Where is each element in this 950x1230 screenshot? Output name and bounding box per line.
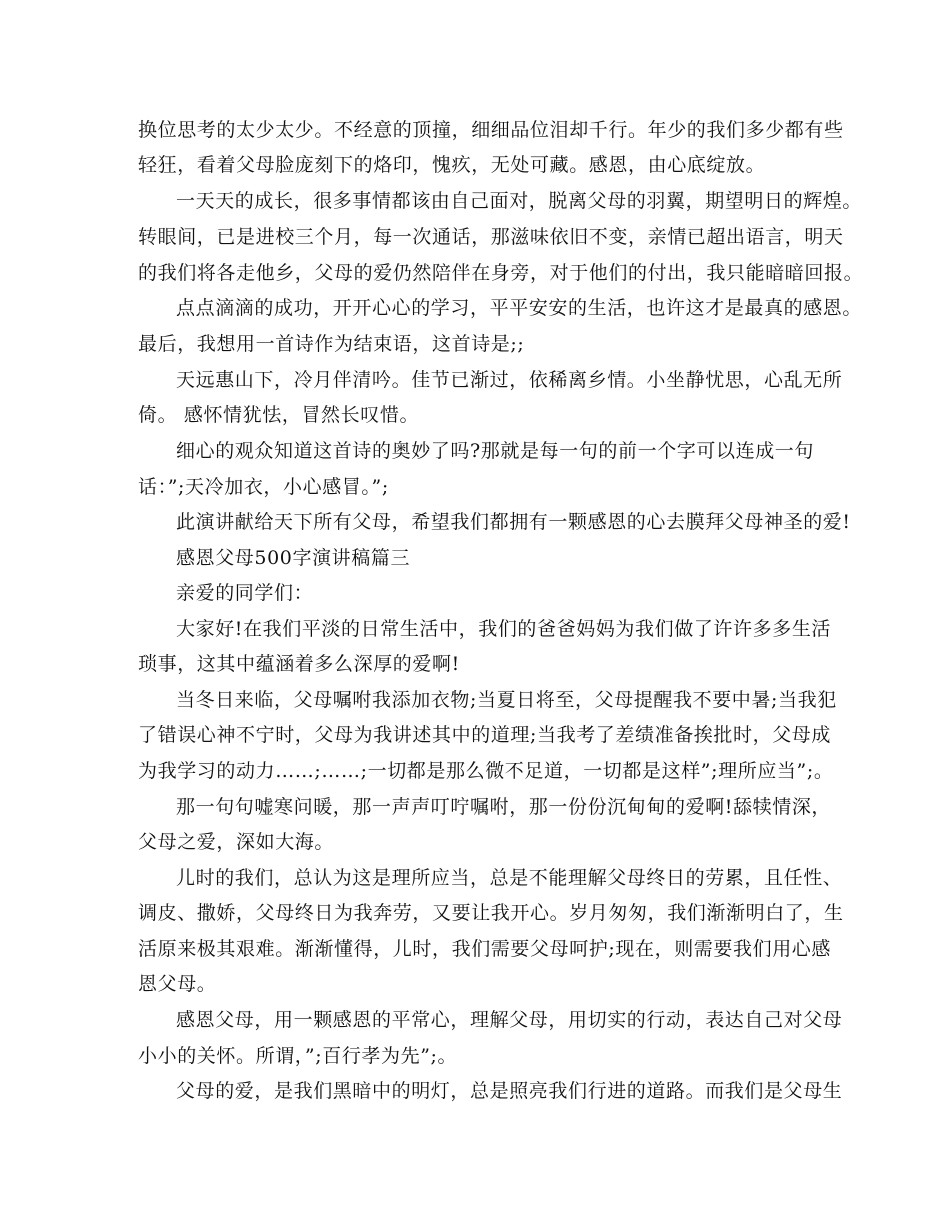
paragraph-start: 此演讲献给天下所有父母，希望我们都拥有一颗感恩的心去膜拜父母神圣的爱! xyxy=(176,511,851,533)
paragraph-start: 儿时的我们，总认为这是理所应当，总是不能理解父母终日的劳累，且任性、 xyxy=(176,867,843,889)
text-line: 了错误心神不宁时，父母为我讲述其中的道理;当我考了差绩准备挨批时，父母成 xyxy=(138,724,832,746)
text-line: 转眼间，已是进校三个月，每一次通话，那滋味依旧不变，亲情已超出语言，明天 xyxy=(138,226,844,248)
paragraph-start: 感恩父母，用一颗感恩的平常心，理解父母，用切实的行动，表达自己对父母 xyxy=(176,1009,843,1031)
paragraph-start: 当冬日来临，父母嘱咐我添加衣物;当夏日将至，父母提醒我不要中暑;当我犯 xyxy=(176,689,837,711)
text-line: 话：”;天冷加衣，小心感冒。”; xyxy=(138,476,389,498)
poem-line: 天远惠山下，冷月伴清吟。佳节已渐过，依稀离乡情。小坐静忧思，心乱无所 xyxy=(176,369,843,391)
section-heading: 感恩父母500字演讲稿篇三 xyxy=(176,547,411,569)
text-line: 小小的关怀。所谓，”;百行孝为先”;。 xyxy=(138,1045,458,1067)
paragraph-start: 那一句句嘘寒问暖，那一声声叮咛嘱咐，那一份份沉甸甸的爱啊!舔犊情深， xyxy=(176,796,832,818)
paragraph-start: 一天天的成长，很多事情都该由自己面对，脱离父母的羽翼，期望明日的辉煌。 xyxy=(176,190,863,212)
paragraph-start: 点点滴滴的成功，开开心心的学习，平平安安的生活，也许这才是最真的感恩。 xyxy=(176,297,863,319)
poem-line: 倚。 感怀情犹怯，冒然长叹惜。 xyxy=(138,404,420,426)
text-line: 轻狂，看着父母脸庞刻下的烙印，愧疚，无处可藏。感恩，由心底绽放。 xyxy=(138,154,766,176)
text-line: 调皮、撒娇，父母终日为我奔劳，又要让我开心。岁月匆匆，我们渐渐明白了，生 xyxy=(138,902,844,924)
paragraph-start: 父母的爱，是我们黑暗中的明灯，总是照亮我们行进的道路。而我们是父母生 xyxy=(176,1080,843,1102)
paragraph-start: 大家好!在我们平淡的日常生活中，我们的爸爸妈妈为我们做了许许多多生活 xyxy=(176,618,832,640)
text-line: 恩父母。 xyxy=(138,973,217,995)
text-line: 为我学习的动力……;……;一切都是那么微不足道，一切都是这样”;理所应当”;。 xyxy=(138,760,834,782)
text-line: 最后，我想用一首诗作为结束语，这首诗是;; xyxy=(138,333,525,355)
text-line: 换位思考的太少太少。不经意的顶撞，细细品位泪却千行。年少的我们多少都有些 xyxy=(138,119,844,141)
text-line: 的我们将各走他乡，父母的爱仍然陪伴在身旁，对于他们的付出，我只能暗暗回报。 xyxy=(138,262,864,284)
text-line: 活原来极其艰难。渐渐懂得，儿时，我们需要父母呵护;现在，则需要我们用心感 xyxy=(138,938,832,960)
text-line: 父母之爱，深如大海。 xyxy=(138,831,335,853)
paragraph-start: 细心的观众知道这首诗的奥妙了吗?那就是每一句的前一个字可以连成一句 xyxy=(176,440,814,462)
text-line: 琐事，这其中蕴涵着多么深厚的爱啊! xyxy=(138,653,460,675)
salutation: 亲爱的同学们： xyxy=(176,582,314,604)
